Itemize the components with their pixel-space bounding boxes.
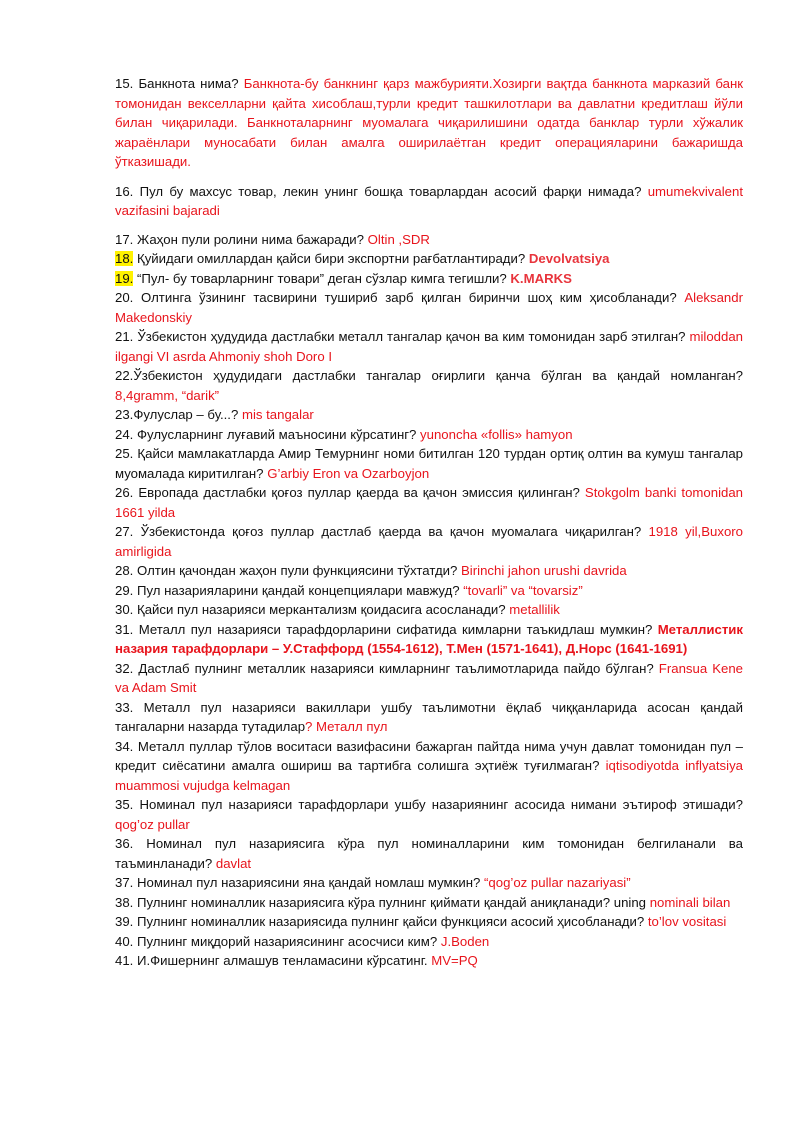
question-text: Номинал пул назариясига кўра пул номиналларини ким томонидан белгиланали ва таъминланади? bbox=[115, 836, 743, 871]
question-text: Пулнинг номиналлик назариясида пулнинг қайси функцияси асосий ҳисобланади? bbox=[133, 914, 648, 929]
question-35 bbox=[115, 795, 743, 834]
answer-text: miloddan ilgangi VI asrda Ahmoniy shoh Doro I bbox=[115, 329, 743, 364]
question-number: 32. bbox=[115, 660, 134, 676]
answer-text: davlat bbox=[215, 855, 252, 871]
answer-text: Банкнота-бу банкнинг қарз мажбурияти.Хозирги вақтда банкнота марказий банк томонидан векселларни қайта хисоблаш,турли кредит ташкилотлари ва давлатни кредитлаш йўли билан чиқарилади. Банкноталарнинг муомалага чиқарилишини одатда банклар турли хўжалик жараёнлари муносабати билан амалга оширилаётган кредит операцияларини бажаришда ўтказишади. bbox=[115, 76, 743, 169]
answer-text: mis tangalar bbox=[241, 407, 314, 422]
question-39 bbox=[115, 912, 743, 932]
question-text: Пул бу махсус товар, лекин унинг бошқа товарлардан асосий фарқи нимада? bbox=[133, 183, 648, 199]
question-36 bbox=[115, 834, 743, 873]
question-number: 34. bbox=[115, 738, 134, 754]
answer-text: K.MARKS bbox=[510, 270, 572, 286]
question-text: Европада дастлабки қоғоз пуллар қаерда ва қачон эмиссия қилинган? bbox=[133, 485, 585, 500]
question-number: 30. bbox=[115, 602, 134, 617]
question-number: 33. bbox=[115, 699, 134, 715]
question-number: 31. bbox=[115, 621, 134, 637]
question-number: 41. bbox=[115, 953, 134, 968]
question-number: 29. bbox=[115, 582, 134, 598]
question-text: Дастлаб пулнинг металлик назарияси кимларнинг таълимотларида пайдо бўлган? bbox=[133, 660, 659, 676]
answer-text: MV=PQ bbox=[431, 953, 478, 968]
answer-text: Birinchi jahon urushi davrida bbox=[461, 563, 627, 578]
question-number: 22. bbox=[115, 368, 134, 383]
question-20 bbox=[115, 288, 743, 327]
question-41 bbox=[115, 951, 743, 971]
question-25 bbox=[115, 444, 743, 483]
question-37 bbox=[115, 873, 743, 893]
answer-text: 1918 yil,Buxoro amirligida bbox=[115, 524, 744, 559]
question-text: Номинал пул назарияси тарафдорлари ушбу назариянинг асосида нимани эътироф этишади? bbox=[133, 797, 743, 812]
question-18 bbox=[115, 249, 743, 269]
question-number: 28. bbox=[115, 563, 134, 578]
question-30 bbox=[115, 600, 743, 620]
question-text: Металл пул назарияси вакиллари ушбу таълимотни ёқлаб чиққанларида асосан қандай тангаларни назарда тутадилар bbox=[115, 699, 743, 734]
question-text: “Пул- бу товарларнинг товари” деган сўзлар кимга тегишли? bbox=[133, 270, 511, 286]
question-text: Фулуслар – бу...? bbox=[133, 407, 242, 422]
question-number: 25. bbox=[115, 446, 134, 461]
question-29 bbox=[115, 581, 743, 601]
answer-text: nominali bilan bbox=[649, 894, 731, 910]
question-number: 40. bbox=[115, 933, 134, 949]
document-page bbox=[115, 74, 743, 971]
question-text: Қуйидаги омиллардан қайси бири экспортни рағбатлантиради? bbox=[133, 251, 529, 266]
question-text: Олтинга ўзининг тасвирини тушириб зарб қилган биринчи шоҳ ким ҳисобланади? bbox=[133, 290, 685, 305]
answer-text: Oltin ,SDR bbox=[367, 231, 430, 247]
question-text: Жаҳон пули ролини нима бажаради? bbox=[133, 231, 368, 247]
question-number: 36. bbox=[115, 836, 134, 851]
question-text: Пулнинг миқдорий назариясининг асосчиси ким? bbox=[133, 933, 441, 949]
question-number: 37. bbox=[115, 875, 134, 890]
answer-text: Fransua Kene va Adam Smit bbox=[115, 660, 743, 695]
question-number: 27. bbox=[115, 524, 134, 539]
answer-text: “qog’oz pullar nazariyasi” bbox=[484, 875, 631, 890]
question-text: Металл пуллар тўлов воситаси вазифасини бажарган пайтда нима учун давлат томонидан пул – кредит сиёсатини амалга ошириш ва тартибга солишга эҳтиёж туғилмаган? bbox=[115, 738, 743, 773]
question-22 bbox=[115, 366, 743, 405]
question-text: Банкнота нима? bbox=[133, 76, 244, 91]
answer-text: 8,4gramm, “darik” bbox=[115, 387, 220, 403]
question-number: 38. bbox=[115, 894, 134, 910]
question-text: Ўзбекистон ҳудудидаги дастлабки тангалар оғирлиги қанча бўлган ва қандай номланган? bbox=[133, 368, 743, 383]
question-text: Фулусларнинг луғавий маъносини кўрсатинг? bbox=[133, 426, 421, 442]
question-38 bbox=[115, 893, 743, 913]
answer-text: iqtisodiyotda inflyatsiya muammosi vujudga kelmagan bbox=[115, 758, 743, 793]
question-text: Металл пул назарияси тарафдорларини сифатида кимларни таъкидлаш мумкин? bbox=[133, 621, 658, 637]
question-40 bbox=[115, 932, 743, 952]
question-17 bbox=[115, 230, 743, 250]
question-number-highlighted: 18. bbox=[115, 251, 134, 266]
question-number: 16. bbox=[115, 183, 134, 199]
answer-text: yunoncha «follis» hamyon bbox=[420, 426, 573, 442]
answer-text: Stokgolm banki tomonidan 1661 yilda bbox=[115, 485, 743, 520]
question-23 bbox=[115, 405, 743, 425]
question-19 bbox=[115, 269, 743, 289]
question-34 bbox=[115, 737, 743, 796]
answer-text: metallilik bbox=[509, 602, 560, 617]
answer-text: “tovarli” va “tovarsiz” bbox=[463, 582, 583, 598]
question-28 bbox=[115, 561, 743, 581]
question-text: И.Фишернинг алмашув тенламасини кўрсатинг. bbox=[133, 953, 432, 968]
answer-text: qog’oz pullar bbox=[115, 816, 190, 832]
question-text: Ўзбекистонда қоғоз пуллар дастлаб қаерда ва қачон муомалага чиқарилган? bbox=[133, 524, 649, 539]
question-number: 15. bbox=[115, 76, 134, 91]
question-31 bbox=[115, 620, 743, 659]
question-text: Қайси мамлакатларда Амир Темурнинг номи битилган 120 турдан ортиқ олтин ва кумуш тангалар муомалада киритилган? bbox=[115, 446, 743, 481]
question-text: Пулнинг номиналлик назариясига кўра пулнинг қиймати қандай аниқланади? uning bbox=[133, 894, 650, 910]
question-text: Номинал пул назариясини яна қандай номлаш мумкин? bbox=[133, 875, 485, 890]
question-27 bbox=[115, 522, 743, 561]
question-number: 20. bbox=[115, 290, 134, 305]
question-number: 24. bbox=[115, 426, 134, 442]
answer-text: Devolvatsiya bbox=[528, 251, 610, 266]
question-24 bbox=[115, 425, 743, 445]
question-text: Пул назарияларини қандай концепциялари мавжуд? bbox=[133, 582, 464, 598]
answer-text: ? Металл пул bbox=[305, 719, 388, 734]
question-text: Қайси пул назарияси меркантализм қоидасига асосланади? bbox=[133, 602, 510, 617]
question-number: 39. bbox=[115, 914, 134, 929]
question-number: 23. bbox=[115, 407, 134, 422]
question-21 bbox=[115, 327, 743, 366]
answer-text: G’arbiy Eron va Ozarboyjon bbox=[267, 465, 430, 481]
question-number: 21. bbox=[115, 329, 134, 344]
question-15 bbox=[115, 74, 743, 172]
answer-text: Металлистик назария тарафдорлари – У.Стаффорд (1554-1612), Т.Мен (1571-1641), Д.Норс (1641-1691) bbox=[115, 621, 743, 656]
question-text: Олтин қачондан жаҳон пули функциясини тўхтатди? bbox=[133, 563, 462, 578]
question-32 bbox=[115, 659, 743, 698]
answer-text: Aleksandr Makedonskiy bbox=[115, 290, 743, 325]
question-number: 26. bbox=[115, 485, 134, 500]
question-text: Ўзбекистон ҳудудида дастлабки металл тангалар қачон ва ким томонидан зарб этилган? bbox=[133, 329, 690, 344]
question-number: 17. bbox=[115, 231, 134, 247]
answer-text: umumekvivalent vazifasini bajaradi bbox=[115, 183, 743, 218]
answer-text: to’lov vositasi bbox=[647, 914, 727, 929]
question-33 bbox=[115, 698, 743, 737]
question-number: 35. bbox=[115, 797, 134, 812]
question-number-highlighted: 19. bbox=[115, 270, 134, 286]
question-16 bbox=[115, 182, 743, 221]
question-26 bbox=[115, 483, 743, 522]
answer-text: J.Boden bbox=[440, 933, 490, 949]
